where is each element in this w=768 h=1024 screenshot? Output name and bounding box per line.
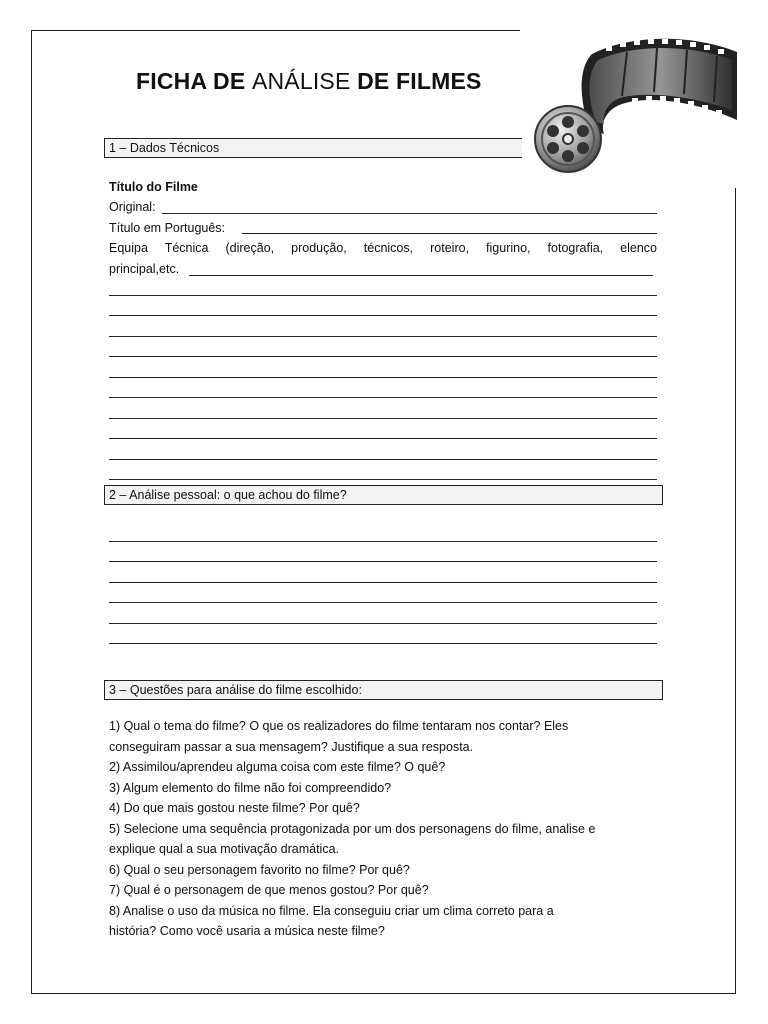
question-line: explique qual a sua motivação dramática. xyxy=(109,842,339,856)
answer-line[interactable] xyxy=(109,315,657,316)
portuguese-title-field[interactable] xyxy=(242,233,657,234)
question-line: 4) Do que mais gostou neste filme? Por quê? xyxy=(109,801,360,815)
original-title-label: Original: xyxy=(109,200,156,214)
answer-line[interactable] xyxy=(109,602,657,603)
crew-field[interactable] xyxy=(189,275,653,276)
question-line: conseguiram passar a sua mensagem? Justifique a sua resposta. xyxy=(109,739,474,754)
crew-label: Equipa Técnica (direção, produção, técnicos, roteiro, figurino, fotografia, elenco xyxy=(109,241,657,255)
question-line: 7) Qual é o personagem de que menos gostou? Por quê? xyxy=(109,883,429,897)
answer-line[interactable] xyxy=(109,582,657,583)
question-line: história? Como você usaria a música neste filme? xyxy=(109,924,385,938)
answer-line[interactable] xyxy=(109,418,657,419)
questions-list xyxy=(109,716,669,942)
section-3-header: 3 – Questões para análise do filme escolhido: xyxy=(104,680,663,700)
section-1-header: 1 – Dados Técnicos xyxy=(104,138,522,158)
question-line: 2) Assimilou/aprendeu alguma coisa com este filme? O quê? xyxy=(109,760,446,774)
answer-line[interactable] xyxy=(109,459,657,460)
answer-line[interactable] xyxy=(109,479,657,480)
question-line: 6) Qual o seu personagem favorito no filme? Por quê? xyxy=(109,862,410,877)
question-line: 5) Selecione uma sequência protagonizada por um dos personagens do filme, analise e xyxy=(109,821,596,836)
answer-line[interactable] xyxy=(109,336,657,337)
section-2-header: 2 – Análise pessoal: o que achou do filme? xyxy=(104,485,663,505)
answer-line[interactable] xyxy=(109,541,657,542)
portuguese-title-label: Título em Português: xyxy=(109,221,226,235)
answer-line[interactable] xyxy=(109,643,657,644)
crew-label-continued: principal,etc. xyxy=(109,262,180,276)
answer-line[interactable] xyxy=(109,356,657,357)
film-reel-icon xyxy=(522,34,742,174)
question-line: 3) Algum elemento do filme não foi compreendido? xyxy=(109,780,392,795)
answer-line[interactable] xyxy=(109,438,657,439)
question-line: 8) Analise o uso da música no filme. Ela conseguiu criar um clima correto para a xyxy=(109,903,554,918)
answer-line[interactable] xyxy=(109,377,657,378)
film-title-label: Título do Filme xyxy=(109,180,198,194)
answer-line[interactable] xyxy=(109,623,657,624)
page-title: FICHA DE ANÁLISE DE FILMES xyxy=(136,68,482,94)
original-title-field[interactable] xyxy=(162,213,657,214)
question-line: 1) Qual o tema do filme? O que os realizadores do filme tentaram nos contar? Eles xyxy=(109,719,569,733)
answer-line[interactable] xyxy=(109,397,657,398)
answer-line[interactable] xyxy=(109,295,657,296)
answer-line[interactable] xyxy=(109,561,657,562)
